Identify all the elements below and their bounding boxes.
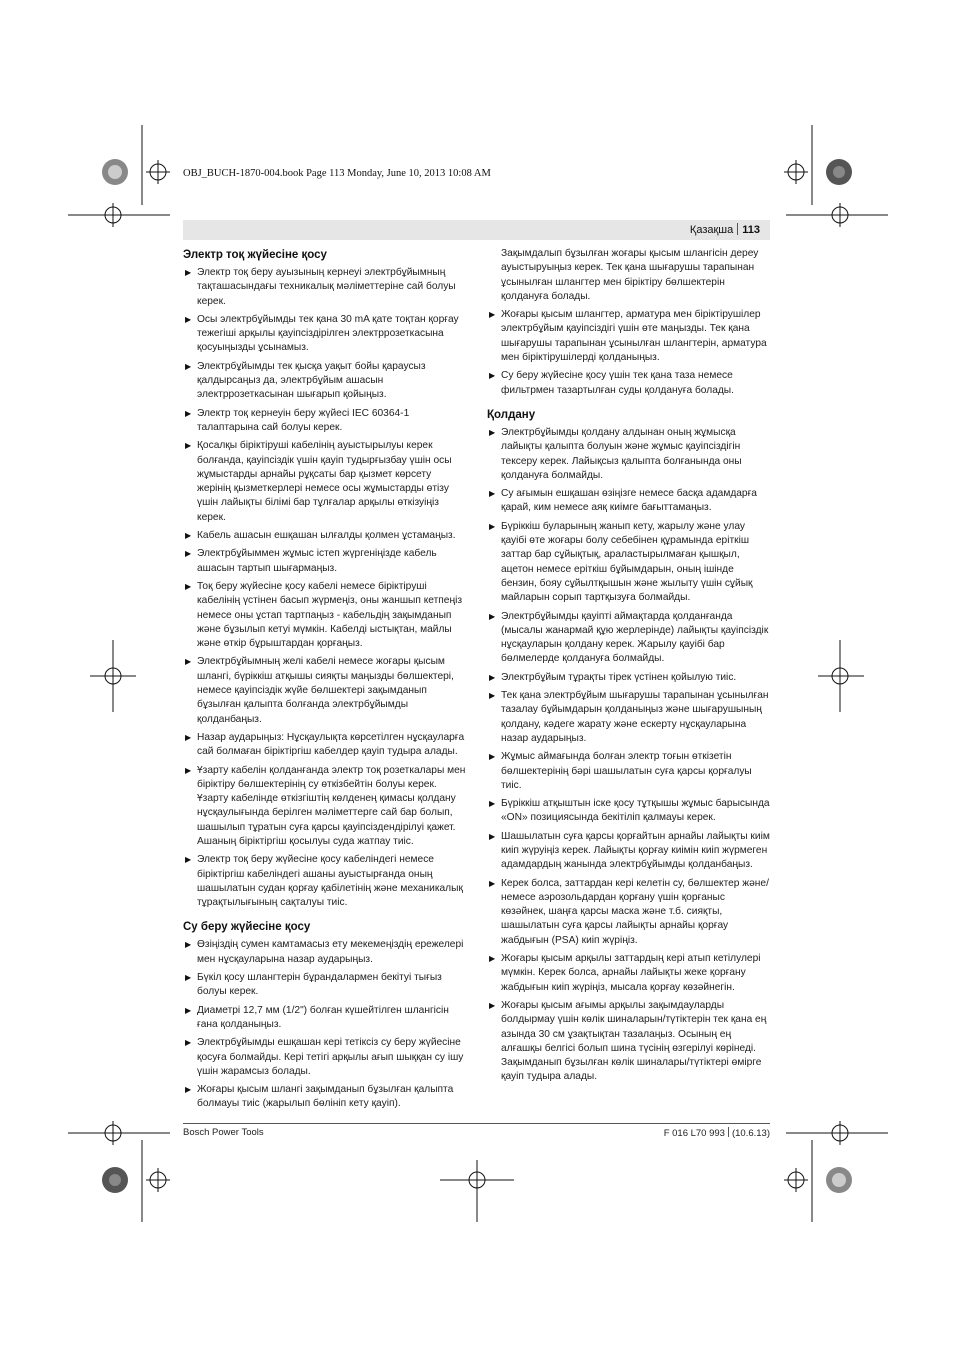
list-item: ▶ Электр тоқ беру ауызының кернеуі электрбұйымның тақташасындағы техникалық мәліметтеріне сай болуы керек. xyxy=(185,267,456,307)
header-divider xyxy=(737,223,738,235)
list-item: ▶ Кабель ашасын ешқашан ылғалды қолмен ұстамаңыз. xyxy=(183,529,466,543)
bullet-arrow-icon: ▶ xyxy=(489,752,496,762)
list-item: ▶ Су ағымын ешқашан өзіңізге немесе басқа адамдарға қарай, ким немесе аяқ киімге бағыттамаңыз. xyxy=(489,488,757,514)
list-item: ▶ Электрбұйымды қолдану алдынан оның жұмысқа лайықты қалыпта болуын және жұмыс қауіпсіздігін тексеру керек. Лайықсыз қалыпта болғанында оны қолдануға болмайды. xyxy=(489,426,742,481)
bullet-arrow-icon: ▶ xyxy=(489,831,496,841)
bullet-list xyxy=(487,426,770,1085)
list-item: ▶ Жоғары қысым шлангі зақымданып бұзылған қалыпта болмауы тиіс (жарылып бөлініп кету қауіп). xyxy=(185,1084,454,1110)
section-title: Қолдану xyxy=(487,408,536,421)
doc-code: F 016 L70 993 xyxy=(663,1128,725,1139)
bullet-arrow-icon: ▶ xyxy=(185,361,192,371)
list-item: ▶ Жұмыс аймағында болған электр тоғын өткізетін бөлшектерінің бәрі шашылатын суға қарсы қорғалуы тиіс. xyxy=(489,751,752,791)
bullet-arrow-icon: ▶ xyxy=(185,657,192,667)
header-language: Қазақша xyxy=(689,224,734,236)
bullet-arrow-icon: ▶ xyxy=(185,268,192,277)
list-item: ▶ Электрбұйымды қауіпті аймақтарда қолданғанда (мысалы жанармай құю жерлерінде) лайықты қауіпсіздік нұсқауларын қолдану керек. Жарылу қауібі бар бөлмелерде қолдануға болмайды. xyxy=(489,610,769,665)
bullet-arrow-icon: ▶ xyxy=(185,549,192,559)
print-slug: OBJ_BUCH-1870-004.book Page 113 Monday, June 10, 2013 10:08 AM xyxy=(183,168,491,179)
bullet-arrow-icon: ▶ xyxy=(185,1038,192,1048)
bullet-arrow-icon: ▶ xyxy=(185,732,192,742)
footer-doc-code xyxy=(664,1127,770,1139)
list-item: ▶ Электрбұйымды ешқашан кері тетіксіз су беру жүйесіне қосуға болмайды. Кері тетігі арқылы ағып шыққан су ішу үшін жарамсыз болады. xyxy=(185,1037,464,1077)
bullet-arrow-icon: ▶ xyxy=(185,1085,192,1095)
list-item: ▶ Электрбұйыммен жұмыс істеп жүргеніңізде кабель ашасын тартып шығармаңыз. xyxy=(185,548,437,574)
bullet-arrow-icon: ▶ xyxy=(185,1005,192,1015)
list-item: ▶ Бүріккіш атқыштын іске қосу тұтқышы жұмыс барысында «ON» позициясында бекітіліп қалмауы керек. xyxy=(489,798,770,824)
section-power-connection xyxy=(183,247,466,910)
bullet-arrow-icon: ▶ xyxy=(489,691,496,701)
footer-divider xyxy=(728,1127,729,1137)
bullet-list xyxy=(183,266,466,910)
list-item: ▶ Өзіңіздің сумен камтамасыз ету мекемеңіздің ережелері мен нұсқауларына назар аударыңыз. xyxy=(185,939,464,965)
list-item: ▶ Диаметрі 12,7 мм (1/2") болған күшейтілген шлангісін ғана қолданыңыз. xyxy=(185,1004,449,1030)
list-item: ▶ Бүріккіш буларының жанып кету, жарылу және улау қауібі өте жоғары болу себебінен құрамында еріткіш заттар бар сұйықтық, араластырылмаған қышқыл, ацетон немесе еріткіш бұйымдарын, оның ішінде бензин, бояу сұйылтқышын және жылыту үшін сұйық майларын сорып тартқызуға болмайды. xyxy=(489,520,753,604)
list-item: ▶ Электрбұйымның желі кабелі немесе жоғары қысым шлангі, бүріккіш атқышы сияқты маңызды бөлшектері, немесе қауіпсіздік жүйе бөлшектері зақымданып бұзылған қалыпта болғанда электрбұйымды қолданбаңыз. xyxy=(185,656,454,725)
list-item: ▶ Жоғары қысым шлангтер, арматура мен біріктірушілер электрбұйым қауіпсіздігі үшін өте маңызды. Тек қана шығарушы тарапынан ұсынылған шлангтерін, арматура мен біріктірушілерді қолданыңыз. xyxy=(489,309,767,364)
list-item: ▶ Тоқ беру жүйесіне қосу кабелі немесе біріктіруші кабелінің үстінен басып жүрмеңіз, оны жаншып кетпеңіз немесе оны ұстап тартпаңыз - кабельдің зақымданып және бұзылып кетуі мүмкін. Кабелді ыстықтан, майлы және өткір бұрыштардан қорғаңыз. xyxy=(185,580,463,650)
bullet-arrow-icon: ▶ xyxy=(489,878,496,888)
bullet-arrow-icon: ▶ xyxy=(489,371,496,381)
list-item: ▶ Электр тоқ кернеуін беру жүйесі IEC 60364-1 талаптарына сай болуы керек. xyxy=(185,407,410,433)
list-item: ▶ Жоғары қысым ағымы арқылы зақымдауларды болдырмау үшін көлік шиналарын/түтіктерін тек қана ең азында 30 см ұзақтықтан тазалаңыз. Осының ең алғашқы белгісі болып шина түсінің өзгерілуі көрінеді. Зақымданып бұзылған көлік шиналары/түтіктері өмірге қауіп тудыра алады. xyxy=(489,999,767,1083)
continued-paragraph: Зақымдалып бұзылған жоғары қысым шлангісін дереу ауыстыруыңыз керек. Тек қана шығарушы тарапынан ұсынылған шлангтер мен біріктіру бөлшектерін қолдануға болады. xyxy=(501,248,759,302)
bullet-arrow-icon: ▶ xyxy=(489,611,496,621)
bullet-arrow-icon: ▶ xyxy=(185,940,192,950)
bullet-arrow-icon: ▶ xyxy=(489,521,496,531)
list-item: ▶ Ұзарту кабелін қолданғанда электр тоқ розеткалары мен біріктіру бөлшектерінің су өткізбейтін болуы керек. Ұзарту кабелінде өткізгіштің көлденең қимасы қолдану нұсқаулығында берілген мәліметтерге сай бар болып, шашылып тұратын суға қарсы қауіпсіздендірілуі қажет. Ашаның біріктіргіш қосылуы суда жатпау тиіс. xyxy=(185,764,466,847)
bullet-arrow-icon: ▶ xyxy=(489,954,496,964)
left-column xyxy=(183,247,466,1116)
bullet-arrow-icon: ▶ xyxy=(185,855,192,865)
bullet-arrow-icon: ▶ xyxy=(489,799,496,809)
section-title: Су беру жүйесіне қосу xyxy=(183,921,311,934)
list-item: ▶ Керек болса, заттардан кері келетін су, бөлшектер және/немесе аэрозольдардан қорғану үшін қорғаныс көзәйнек, шаңға қарсы маска және т.б. сияқты, шашылатын суға қарсы лайықты арнайы қорғау жабдығын (PSA) киіп жүріңіз. xyxy=(489,877,769,946)
bullet-list xyxy=(183,938,466,1111)
footer-publisher: Bosch Power Tools xyxy=(183,1127,264,1138)
list-item: ▶ Қосалқы біріктіруші кабелінің ауыстырылуы керек болғанда, қауіпсіздік үшін қауіп тудырғызбау үшін осы жұмыстарды арнайы рұқсаты бар қызмет көрсету жерінің қызметкерлері немесе осы жұмыстарды өтізу үшін лайықты білімі бар тұлғалар арқылы өткізуіңіз керек. xyxy=(185,440,452,523)
section-title: Электр тоқ жүйесіне қосу xyxy=(183,249,327,261)
list-item: ▶ Жоғары қысым арқылы заттардың кері атып кетілулері мүмкін. Керек болса, арнайы лайықты жеке қорғану жабдығын киіп жүріңіз, мысала қорғау көзәйнегін. xyxy=(489,953,761,993)
right-column xyxy=(487,247,770,1089)
bullet-arrow-icon: ▶ xyxy=(185,314,192,324)
list-item: ▶ Шашылатын суға қарсы қорғайтын арнайы лайықты киім киіп жүруіңіз керек. Лайықты қорғау киімін киіп жүрмеген адамдардың жанында электрбұйымды қолданбаңыз. xyxy=(489,830,770,871)
list-item: ▶ Электр тоқ беру жүйесіне қосу кабеліндегі немесе біріктіргіш кабеліндегі ашаны ауыстырғанда оның шашылатын судан қорғау қабілетінің және механикалық тұрақтылығының сақталуы тиіс. xyxy=(185,854,463,909)
footer-rule xyxy=(183,1123,770,1124)
bullet-arrow-icon: ▶ xyxy=(185,408,192,418)
header-page-info xyxy=(690,223,760,236)
section-water-connection xyxy=(183,919,466,1111)
list-item: ▶ Назар аударыңыз: Нұсқаулықта көрсетілген нұсқауларға сай болмаған біріктіргіш кабелдер қауіп тудыра алады. xyxy=(185,731,465,758)
bullet-arrow-icon: ▶ xyxy=(185,973,192,983)
bullet-arrow-icon: ▶ xyxy=(185,441,192,451)
bullet-list xyxy=(487,308,770,398)
bullet-arrow-icon: ▶ xyxy=(489,489,496,499)
list-item: ▶ Су беру жүйесіне қосу үшін тек қана таза немесе фильтрмен тазартылған суды қолдануға болады. xyxy=(489,370,734,396)
list-item: ▶ Электрбұйым тұрақты тірек үстінен қойылую тиіс. xyxy=(487,671,770,685)
doc-date: (10.6.13) xyxy=(731,1128,770,1139)
list-item: ▶ Электрбұйымды тек қысқа уақыт бойы қараусыз қалдырсаңыз да, электрбұйым ашасын электррозеткасынан шығарып қойыңыз. xyxy=(185,360,426,401)
bullet-arrow-icon: ▶ xyxy=(489,310,496,320)
bullet-arrow-icon: ▶ xyxy=(185,531,192,541)
bullet-arrow-icon: ▶ xyxy=(489,427,496,437)
bullet-arrow-icon: ▶ xyxy=(185,581,192,591)
bullet-arrow-icon: ▶ xyxy=(185,765,192,775)
list-item: ▶ Тек қана электрбұйым шығарушы тарапынан ұсынылған тазалау бұйымдарын қолданыңыз және шығарушының қолдану, кәдеге жарату және ескерту нұсқауларына назар аударыңыз. xyxy=(489,690,769,744)
page-header xyxy=(183,220,770,240)
list-item: ▶ Бүкіл қосу шлангтерін бұрандалармен бекітуі тығыз болуы керек. xyxy=(185,972,442,998)
page-number: 113 xyxy=(742,224,760,236)
bullet-arrow-icon: ▶ xyxy=(489,1000,496,1010)
bullet-arrow-icon: ▶ xyxy=(489,672,496,682)
list-item: ▶ Осы электрбұйымды тек қана 30 mA қате тоқтан қорғау тежегіші арқылы қауіпсіздірілген электррозеткасына қосуыңызды ұсынамыз. xyxy=(185,313,459,354)
